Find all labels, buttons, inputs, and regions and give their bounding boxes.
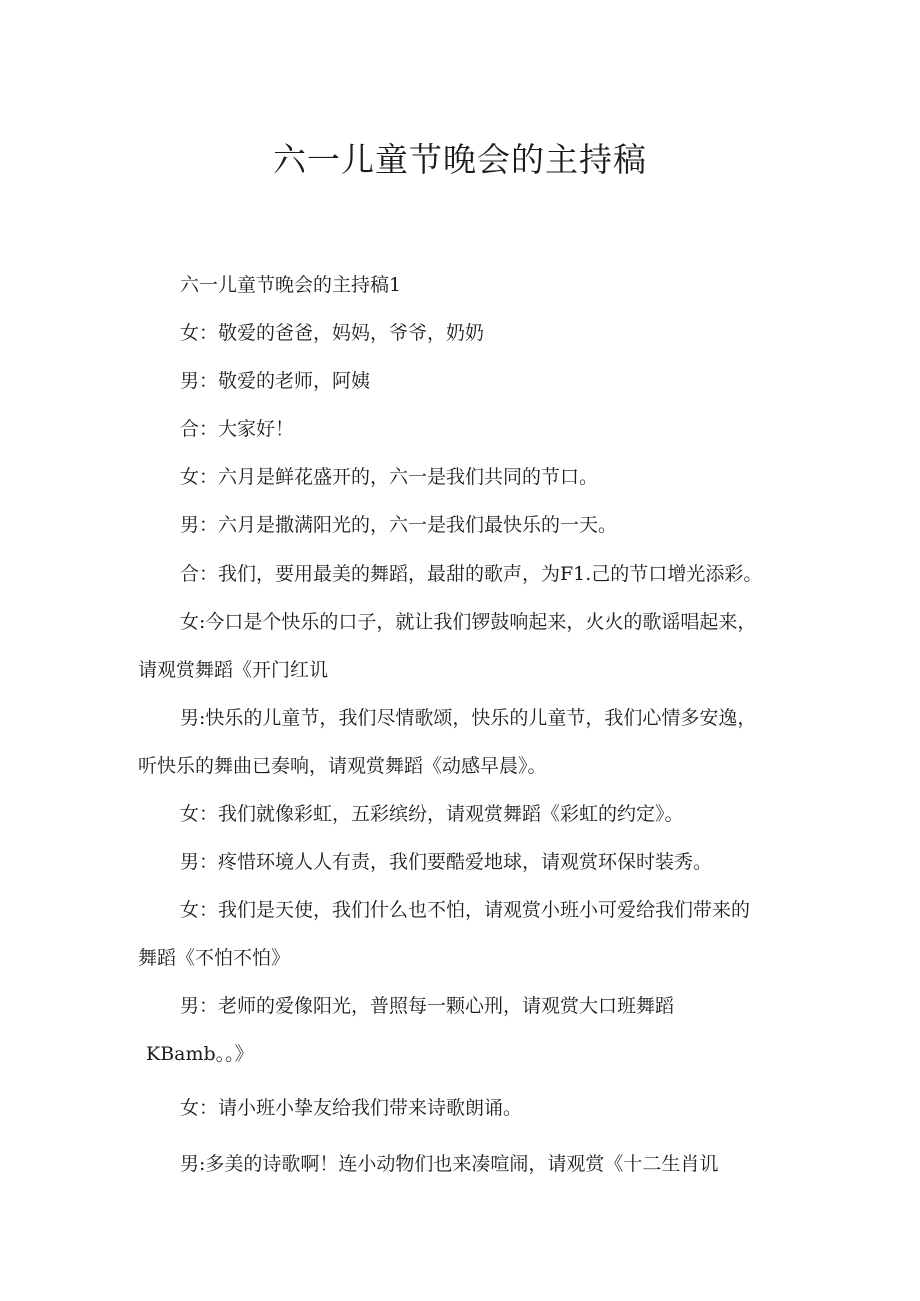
script-line-continuation: KBamb。。》 bbox=[146, 1043, 254, 1065]
script-line-continuation: 舞蹈《不怕不怕》 bbox=[138, 947, 291, 969]
script-line: 合：我们，要用最美的舞蹈，最甜的歌声，为F1.己的节口增光添彩。 bbox=[180, 563, 763, 585]
script-line: 女：我们是天使，我们什么也不怕，请观赏小班小可爱给我们带来的 bbox=[180, 899, 751, 921]
script-line: 男:多美的诗歌啊！连小动物们也来凑喧闹，请观赏《十二生肖讥 bbox=[180, 1153, 719, 1175]
script-line: 女:今口是个快乐的口子，就让我们锣鼓响起来，火火的歌谣唱起来， bbox=[180, 611, 757, 633]
script-line: 男：六月是撒满阳光的，六一是我们最快乐的一天。 bbox=[180, 514, 618, 536]
script-line: 女：敬爱的爸爸，妈妈，爷爷，奶奶 bbox=[180, 322, 485, 344]
script-line-continuation: 听快乐的舞曲已奏响，请观赏舞蹈《动感早晨》。 bbox=[138, 755, 547, 777]
script-line: 男:快乐的儿童节，我们尽情歌颂，快乐的儿童节，我们心情多安逸， bbox=[180, 707, 757, 729]
section-heading: 六一儿童节晚会的主持稿1 bbox=[180, 274, 402, 296]
document-title: 六一儿童节晚会的主持稿 bbox=[273, 140, 647, 179]
script-line: 女：我们就像彩虹，五彩缤纷，请观赏舞蹈《彩虹的约定》。 bbox=[180, 803, 684, 825]
script-line: 男：疼惜环境人人有责，我们要酷爱地球，请观赏环保时装秀。 bbox=[180, 851, 713, 873]
script-line-continuation: 请观赏舞蹈《开门红讥 bbox=[138, 659, 329, 681]
script-line: 男：老师的爱像阳光，普照每一颗心刑，请观赏大口班舞蹈 bbox=[180, 995, 675, 1017]
script-line: 女：六月是鲜花盛开的，六一是我们共同的节口。 bbox=[180, 466, 599, 488]
script-line: 男：敬爱的老师，阿姨 bbox=[180, 370, 371, 392]
script-line: 女：请小班小挚友给我们带来诗歌朗诵。 bbox=[180, 1097, 523, 1119]
script-line: 合：大家好！ bbox=[180, 418, 295, 440]
